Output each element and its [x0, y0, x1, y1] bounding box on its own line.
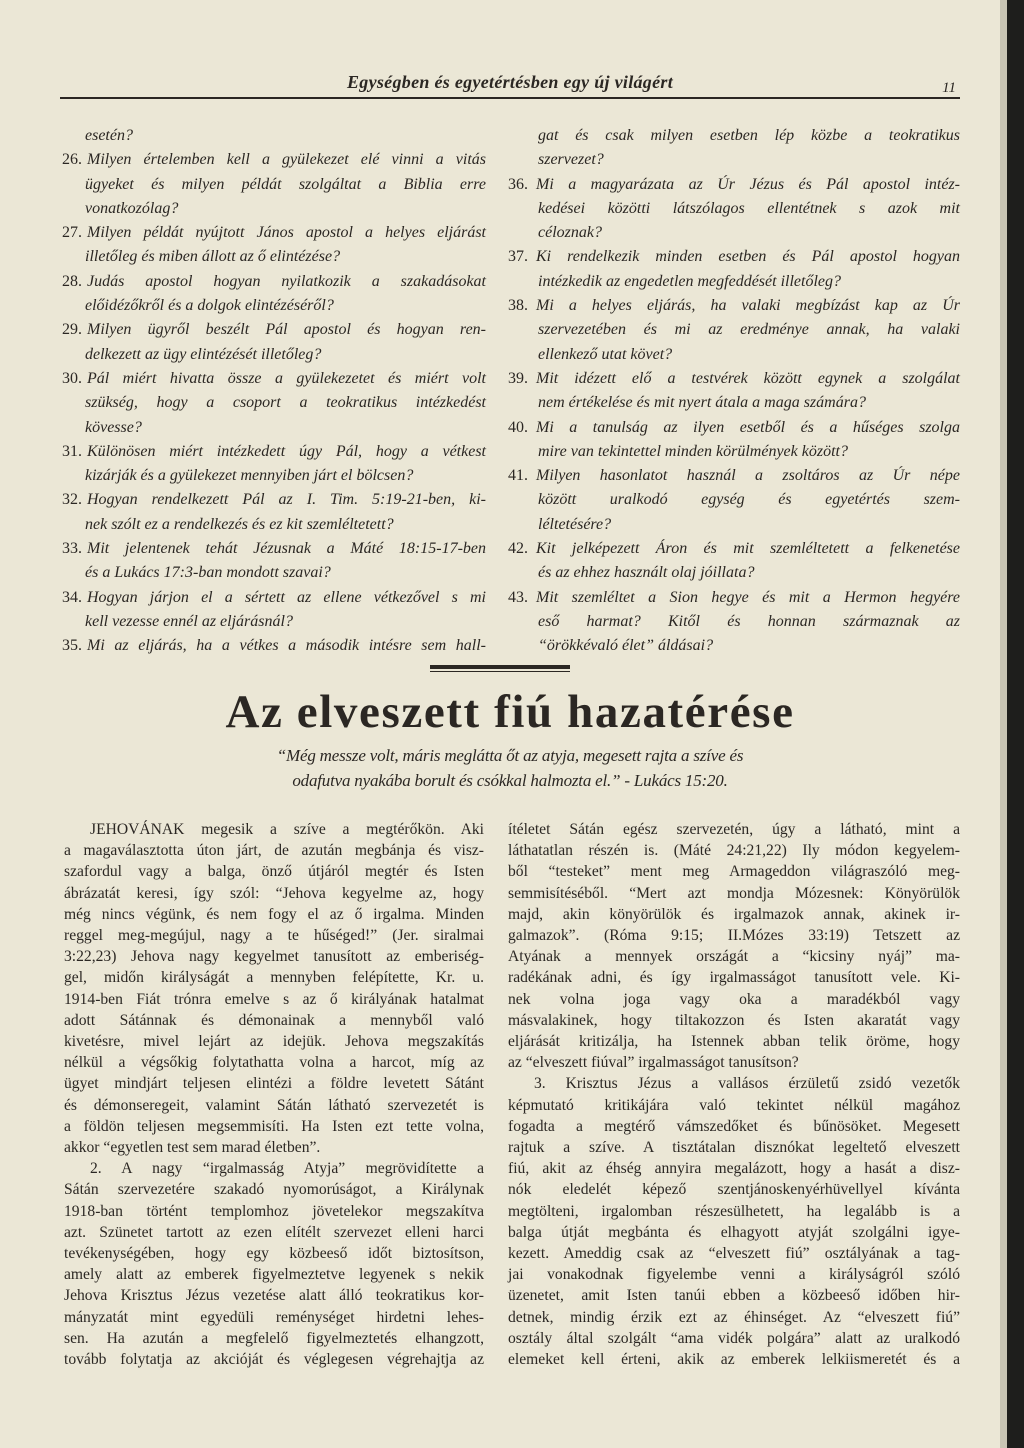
question-line	[508, 464, 960, 488]
question-line	[508, 537, 960, 561]
text-line: és démonseregeit, valamint Sátán látható szervezetét is	[64, 1096, 484, 1114]
question-item	[62, 270, 486, 319]
question-line	[508, 173, 960, 197]
text-line: üzenetet, amit Isten tanúi ebben a közbeeső időben hir-	[508, 1287, 960, 1305]
question-item	[62, 367, 486, 440]
questions-right-column	[508, 124, 960, 659]
question-line	[508, 513, 960, 537]
question-item	[62, 318, 486, 367]
question-line	[508, 634, 960, 658]
question-item	[508, 586, 960, 659]
question-text: Milyen példát nyújtott János apostol a helyes eljárást	[87, 224, 486, 242]
question-item	[62, 537, 486, 586]
question-number: 33.	[62, 540, 82, 558]
text-line: a földön teljesen megsemmisíti. Ha Isten ezt tette volna,	[64, 1117, 484, 1135]
question-line	[508, 294, 960, 318]
question-text: Pál miért hivatta össze a gyülekezetet és miért volt	[87, 369, 486, 387]
page-number: 11	[942, 80, 956, 96]
text-line: osztály által szolgált “ama vidék polgára” alatt az uralkodó	[508, 1329, 960, 1347]
text-line: semmisítéséből. “Mert azt mondja Mózesnek: Könyörülök	[508, 884, 960, 902]
question-text: szervezetében és mi az eredménye annak, ha valaki	[538, 321, 960, 339]
paragraph	[508, 819, 960, 1073]
question-text: szervezet?	[538, 151, 604, 169]
question-number: 30.	[62, 369, 82, 387]
question-line	[508, 245, 960, 269]
question-text: Mit idézett elő a testvérek között egynek a szolgálat	[536, 369, 960, 387]
text-line: majd, akin könyörülök és irgalmazok annak, akinek ir-	[508, 905, 960, 923]
question-number: 42.	[508, 540, 528, 558]
scan-shadow	[1000, 0, 1007, 1448]
question-line	[62, 124, 486, 148]
question-text: Mi a helyes eljárás, ha valaki megbízást kap az Úr	[536, 297, 960, 315]
question-text: kedései közötti látszólagos ellentétnek s azok mit	[538, 199, 960, 217]
text-line: 3:22,23) Jehova nagy kegyelmet tanusított az emberiség-	[64, 948, 484, 966]
text-line: másvalakinek, hogy tiltakozzon és Isten akaratát vagy	[508, 1011, 960, 1029]
question-line	[508, 610, 960, 634]
question-text: ügyeket és milyen példát szolgáltat a Biblia erre	[85, 175, 486, 193]
paragraph	[64, 1158, 484, 1370]
question-line	[62, 294, 486, 318]
question-number: 41.	[508, 467, 528, 485]
question-number: 29.	[62, 321, 82, 339]
question-line	[508, 367, 960, 391]
question-line	[508, 343, 960, 367]
scan-edge	[1007, 0, 1024, 1448]
question-text: illetőleg és miben állott az ő elintézése?	[85, 248, 341, 266]
question-item	[508, 464, 960, 537]
question-line	[62, 173, 486, 197]
question-number: 40.	[508, 418, 528, 436]
text-line: kezett. Ameddig csak az “elveszett fiú” osztályának a tag-	[508, 1245, 960, 1263]
paragraph	[64, 819, 484, 1158]
question-number: 32.	[62, 491, 82, 509]
text-line: galmazok”. (Róma 9:15; II.Mózes 33:19) Tetszett az	[508, 927, 960, 945]
question-text: Mi a magyarázata az Úr Jézus és Pál apostol intéz-	[536, 175, 960, 193]
text-line: szafordul vagy a balga, önző útjáról megtér és Isten	[64, 863, 484, 881]
question-text: Mit szemléltet a Sion hegye és mit a Hermon hegyére	[536, 588, 960, 606]
question-line	[508, 416, 960, 440]
question-line	[62, 561, 486, 585]
text-line: Jehova Krisztus Jézus vezetése alatt álló teokratikus kor-	[64, 1287, 484, 1305]
text-line: a magaválasztotta úton járt, de azután megbánja és visz-	[64, 842, 484, 860]
question-line	[508, 488, 960, 512]
question-text: vonatkozólag?	[85, 199, 179, 217]
text-line: képmutató kritikájára való tekintet nélkül magához	[508, 1096, 960, 1114]
question-text: és a Lukács 17:3-ban mondott szavai?	[85, 564, 331, 582]
text-line: 3. Krisztus Jézus a vallásos érzületű zsidó vezetők	[534, 1075, 960, 1093]
question-number: 38.	[508, 297, 528, 315]
text-line: láthatatlan részén is. (Máté 24:21,22) Ily módon kegyelem-	[508, 842, 960, 860]
question-text: előidézőkről és a dolgok elintézéséről?	[85, 297, 334, 315]
question-item	[62, 221, 486, 270]
question-text: mire van tekintettel minden körülmények között?	[538, 442, 848, 460]
text-line: gel, midőn királyságát a mennyben felépítette, Kr. u.	[64, 969, 484, 987]
text-line: mányzatát mint egyedüli reménységet hirdetni lehes-	[64, 1308, 484, 1326]
question-text: nek szólt ez a rendelkezés és ez kit szemléltetett?	[85, 515, 394, 533]
article-title: Az elveszett fiú hazatérése	[225, 686, 795, 738]
question-number: 31.	[62, 442, 82, 460]
text-line: sen. Ha azután a megfelelő figyelmeztetés elhangzott,	[64, 1329, 484, 1347]
text-line: tevékenységében, hogy egy közbeeső időt biztosítson,	[64, 1245, 484, 1263]
text-line: nók eledelét képező szentjánoskenyérhüvellyel kívánta	[508, 1181, 960, 1199]
question-item	[508, 173, 960, 246]
question-text: Mi az eljárás, ha a vétkes a második intésre sem hall-	[87, 637, 486, 655]
question-text: Különösen miért intézkedett úgy Pál, hogy a vétkest	[87, 442, 486, 460]
questions-left-column	[62, 124, 486, 659]
text-line: adott Sátánnak és démonainak a mennyből való	[64, 1011, 484, 1029]
question-number: 35.	[62, 637, 82, 655]
question-text: Milyen ügyről beszélt Pál apostol és hogyan ren-	[87, 321, 486, 339]
paragraph	[508, 1073, 960, 1370]
question-text: Hogyan rendelkezett Pál az I. Tim. 5:19-21-ben, ki-	[87, 491, 486, 509]
question-line	[508, 221, 960, 245]
question-text: Kit jelképezett Áron és mit szemléltetett a felkenetése	[536, 540, 960, 558]
text-line: megtölteni, irgalomban részesülhetett, ha legalább is a	[508, 1202, 960, 1220]
question-line	[508, 148, 960, 172]
question-line	[62, 537, 486, 561]
question-item	[508, 537, 960, 586]
text-line: rajtuk a szíve. A tisztátalan disznókat legeltető elveszett	[508, 1139, 960, 1157]
question-text: és az ehhez használt olaj jóillata?	[538, 564, 755, 582]
question-number: 37.	[508, 248, 528, 266]
question-line	[62, 416, 486, 440]
text-line: JEHOVÁNAK megesik a szíve a megtérőkön. Aki	[90, 821, 484, 838]
question-line	[508, 586, 960, 610]
question-text: Hogyan járjon el a sértett az ellene vétkezővel s mi	[87, 588, 486, 606]
question-text: esetén?	[85, 127, 133, 144]
question-number: 27.	[62, 224, 82, 242]
text-line: 1918-ban történt templomhoz jövetelekor megszakítva	[64, 1202, 484, 1220]
question-item	[508, 294, 960, 367]
epigraph-line: “Még messze volt, máris meglátta őt az atyja, megesett rajta a szíve és	[276, 746, 744, 765]
text-line: balga útját megbánta és elhagyott atyját szolgálni igye-	[508, 1223, 960, 1241]
header-title: Egységben és egyetértésben egy új világért	[346, 72, 674, 92]
question-text: eső harmat? Kitől és honnan származnak az	[538, 612, 960, 630]
text-line: fogadta a megtérő vámszedőket és bűnösöket. Megesett	[508, 1117, 960, 1135]
text-line: Sátán szervezetére szakadó nyomorúságot, a Királynak	[64, 1181, 484, 1199]
question-line	[508, 318, 960, 342]
question-line	[508, 270, 960, 294]
question-line	[62, 367, 486, 391]
question-number: 34.	[62, 588, 82, 606]
question-number: 43.	[508, 588, 528, 606]
question-line	[62, 221, 486, 245]
question-text: kell vezesse ennél az eljárásnál?	[85, 612, 293, 630]
text-line: ből “testeket” ment meg Armageddon világraszóló meg-	[508, 863, 960, 881]
text-line: 1914-ben Fiát trónra emelve s az ő királyának hatalmat	[64, 990, 484, 1008]
question-text: gat és csak milyen esetben lép közbe a teokratikus	[538, 127, 960, 144]
question-number: 28.	[62, 272, 82, 290]
question-line	[508, 561, 960, 585]
question-line	[62, 270, 486, 294]
question-item	[62, 440, 486, 489]
text-line: tovább folytatja az akcióját és véglegesen végrehajtja az	[64, 1351, 484, 1369]
question-text: Mit jelentenek tehát Jézusnak a Máté 18:15-17-ben	[87, 540, 486, 558]
text-line: kivetésre, mivel lejárt az idejük. Jehova megszakítás	[64, 1033, 484, 1051]
question-number: 26.	[62, 151, 82, 169]
question-text: között uralkodó egység és egyetértés szem-	[538, 491, 960, 509]
question-text: Judás apostol hogyan nyilatkozik a szakadásokat	[87, 272, 486, 290]
question-text: kizárják és a gyülekezet mennyiben járt el bölcsen?	[85, 467, 414, 485]
question-text: kövesse?	[85, 418, 142, 436]
question-line	[62, 391, 486, 415]
text-line: ítéletet Sátán egész szervezetén, úgy a látható, mint a	[508, 821, 960, 838]
question-line	[508, 124, 960, 148]
text-line: elemeket kell érteni, akik az emberek lelkiismeretét és a	[508, 1351, 960, 1369]
question-text: léltetésére?	[538, 515, 612, 533]
question-line	[62, 343, 486, 367]
question-line	[62, 318, 486, 342]
question-text: Milyen hasonlatot használ a zsoltáros az Úr népe	[536, 467, 960, 485]
text-line: ábrázatát keresi, így szól: “Jehova kegyelme az, hogy	[64, 884, 484, 902]
article-right-column	[508, 819, 960, 1370]
text-line: 2. A nagy “irgalmasság Atyja” megrövidítette a	[90, 1160, 484, 1178]
text-line: reggel meg-megújul, nagy a te hűséged!” (Jer. siralmai	[64, 927, 484, 945]
question-text: “örökkévaló élet” áldásai?	[538, 637, 714, 655]
text-line: azt. Szünetet tartott az ezen elítélt szervezet elleni harci	[64, 1223, 484, 1241]
question-line	[62, 634, 486, 658]
question-item	[62, 488, 486, 537]
question-line	[508, 197, 960, 221]
question-text: Mi a tanulság az ilyen esetből és a hűséges szolga	[536, 418, 960, 436]
text-line: még nincs végünk, és nem fogy el az ő irgalma. Minden	[64, 905, 484, 923]
question-line	[62, 245, 486, 269]
question-line	[62, 586, 486, 610]
question-line	[62, 610, 486, 634]
question-line	[508, 391, 960, 415]
question-text: ellenkező utat követ?	[538, 345, 673, 363]
question-line	[62, 488, 486, 512]
question-item	[508, 245, 960, 294]
text-line: jai vonakodnak figyelembe venni a királyságról szóló	[508, 1266, 960, 1284]
question-text: delkezett az ügy elintézését illetőleg?	[85, 345, 322, 363]
question-text: Milyen értelemben kell a gyülekezet elé vinni a vitás	[87, 151, 486, 169]
text-line: ügyet mindjárt teljesen elintézi a földre levetett Sátánt	[64, 1075, 484, 1093]
question-text: céloznak?	[538, 224, 602, 242]
question-item	[62, 124, 486, 148]
text-line: amely alatt az emberek figyelmeztetve legyenek s nekik	[64, 1266, 484, 1284]
section-divider	[430, 665, 570, 672]
question-number: 36.	[508, 175, 528, 193]
question-number: 39.	[508, 369, 528, 387]
running-header	[60, 70, 960, 98]
question-line	[62, 464, 486, 488]
question-item	[62, 586, 486, 635]
article-left-column	[64, 819, 484, 1370]
text-line: eljárását kritizálja, ha Istennek abban telik öröme, hogy	[508, 1033, 960, 1051]
text-line: akkor “egyetlen test sem marad életben”.	[64, 1139, 321, 1157]
question-text: intézkedik az engedetlen megfeddését illetőleg?	[538, 272, 841, 290]
article-epigraph	[100, 743, 920, 793]
text-line: detnek, mindig érzik ezt az éhinséget. Az “elveszett fiú”	[508, 1308, 960, 1326]
question-text: szükség, hogy a csoport a teokratikus intézkedést	[85, 394, 486, 412]
question-text: nem értékelése és mit nyert átala a maga számára?	[538, 394, 866, 412]
question-item	[62, 634, 486, 658]
text-line: fiú, akit az éhség annyira megalázott, hogy a hasát a disz-	[508, 1160, 960, 1178]
question-line	[62, 148, 486, 172]
text-line: az “elveszett fiúval” irgalmasságot tanusítson?	[508, 1054, 799, 1072]
question-item	[62, 148, 486, 221]
question-text: Ki rendelkezik minden esetben és Pál apostol hogyan	[536, 248, 960, 266]
question-item	[508, 124, 960, 173]
epigraph-line: odafutva nyakába borult és csókkal halmozta el.” - Lukács 15:20.	[292, 771, 728, 790]
question-item	[508, 367, 960, 416]
text-line: nélkül a végsőkig folytathatta volna a harcot, míg az	[64, 1054, 484, 1072]
question-line	[62, 513, 486, 537]
text-line: nek volna joga vagy oka a maradékból vagy	[508, 990, 960, 1008]
text-line: Atyának a mennyek országát a “kicsiny nyáj” ma-	[508, 948, 960, 966]
question-item	[508, 416, 960, 465]
question-line	[508, 440, 960, 464]
question-line	[62, 197, 486, 221]
text-line: radékának adni, és így irgalmasságot tanusított vele. Ki-	[508, 969, 960, 987]
header-rule	[60, 97, 960, 99]
question-line	[62, 440, 486, 464]
